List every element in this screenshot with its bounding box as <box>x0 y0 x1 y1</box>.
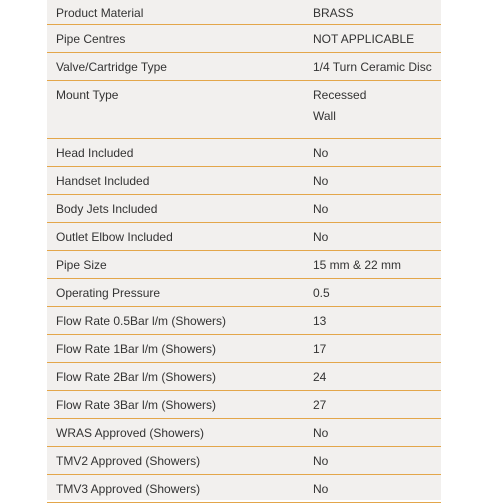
spec-label: Mount Type <box>47 81 305 139</box>
spec-label: Flow Rate 3Bar l/m (Showers) <box>47 391 305 419</box>
specifications-panel <box>47 0 441 500</box>
spec-label: Flow Rate 0.5Bar l/m (Showers) <box>47 307 305 335</box>
spec-value: 15 mm & 22 mm <box>305 251 441 279</box>
spec-label: WRAS Approved (Showers) <box>47 419 305 447</box>
spec-value: 24 <box>305 363 441 391</box>
spec-label: Valve/Cartridge Type <box>47 53 305 81</box>
spec-label: Outlet Elbow Included <box>47 223 305 251</box>
spec-value-line: Recessed <box>313 88 367 102</box>
spec-value: No <box>305 195 441 223</box>
spec-row-valve-cartridge-type <box>47 53 441 81</box>
spec-value: 13 <box>305 307 441 335</box>
spec-row-tmv3-approved <box>47 475 441 503</box>
spec-row-operating-pressure <box>47 279 441 307</box>
spec-row-handset-included <box>47 167 441 195</box>
spec-value: 1/4 Turn Ceramic Disc <box>305 53 441 81</box>
spec-label: Pipe Size <box>47 251 305 279</box>
spec-label: Flow Rate 2Bar l/m (Showers) <box>47 363 305 391</box>
spec-label: Body Jets Included <box>47 195 305 223</box>
spec-row-body-jets-included <box>47 195 441 223</box>
spec-value: 27 <box>305 391 441 419</box>
spec-label: Flow Rate 1Bar l/m (Showers) <box>47 335 305 363</box>
spec-row-wras-approved <box>47 419 441 447</box>
spec-value-line: Wall <box>313 109 336 123</box>
spec-label: Pipe Centres <box>47 25 305 53</box>
spec-value: 17 <box>305 335 441 363</box>
spec-row-pipe-centres <box>47 25 441 53</box>
spec-row-flow-rate-3bar <box>47 391 441 419</box>
spec-label: Head Included <box>47 139 305 167</box>
spec-row-pipe-size <box>47 251 441 279</box>
spec-row-head-included <box>47 139 441 167</box>
spec-value <box>305 81 441 139</box>
spec-row-product-material <box>47 0 441 25</box>
spec-value: No <box>305 167 441 195</box>
specifications-table <box>47 0 441 503</box>
spec-row-mount-type <box>47 81 441 139</box>
spec-row-flow-rate-0-5bar <box>47 307 441 335</box>
spec-value: No <box>305 447 441 475</box>
spec-label: Handset Included <box>47 167 305 195</box>
spec-label: TMV3 Approved (Showers) <box>47 475 305 503</box>
spec-row-outlet-elbow-included <box>47 223 441 251</box>
spec-value: 0.5 <box>305 279 441 307</box>
spec-label: Product Material <box>47 0 305 25</box>
spec-value: No <box>305 223 441 251</box>
spec-value: No <box>305 475 441 503</box>
spec-row-flow-rate-1bar <box>47 335 441 363</box>
spec-value: NOT APPLICABLE <box>305 25 441 53</box>
spec-value: No <box>305 419 441 447</box>
spec-row-tmv2-approved <box>47 447 441 475</box>
spec-label: TMV2 Approved (Showers) <box>47 447 305 475</box>
spec-value: No <box>305 139 441 167</box>
spec-label: Operating Pressure <box>47 279 305 307</box>
spec-row-flow-rate-2bar <box>47 363 441 391</box>
spec-value: BRASS <box>305 0 441 25</box>
